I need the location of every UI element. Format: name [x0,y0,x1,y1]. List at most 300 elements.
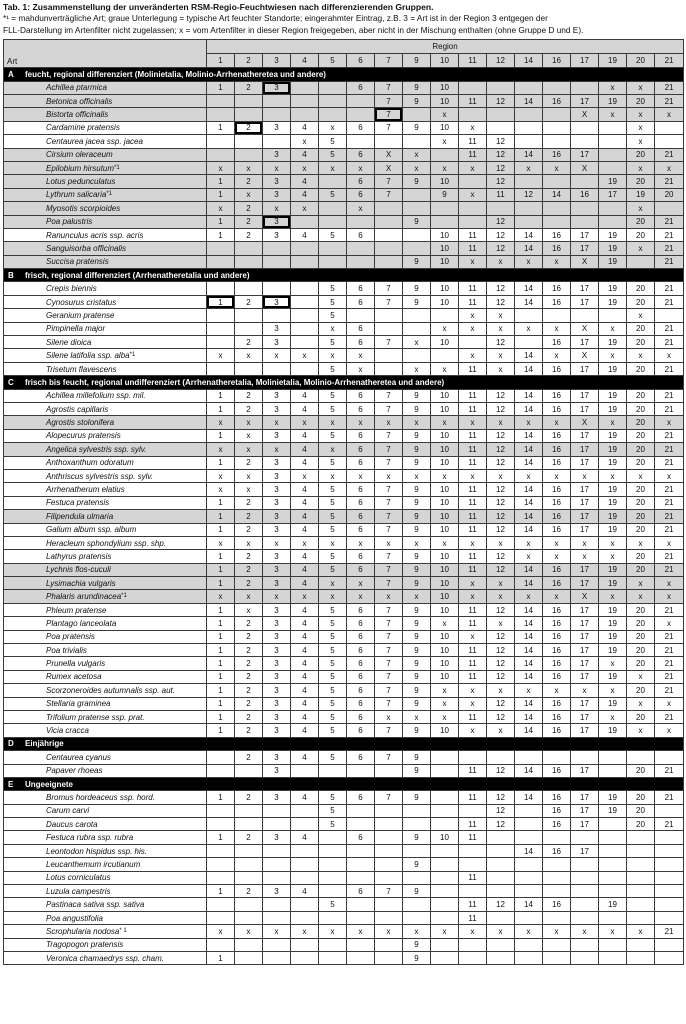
region-cell: x [487,724,515,737]
region-number-header: 14 [515,54,543,68]
region-cell: 9 [431,188,459,201]
region-cell: x [347,590,375,603]
region-cell: 19 [627,188,655,201]
region-cell: 16 [543,429,571,442]
species-name: Lathyrus pratensis [46,551,112,561]
region-cell: 21 [655,282,684,295]
region-cell [431,309,459,322]
region-cell: x [263,536,291,549]
region-cell: 14 [515,295,543,308]
region-cell [599,885,627,898]
species-name: Vicia cracca [46,726,89,736]
region-cell: 21 [655,362,684,375]
region-cell [235,135,263,148]
region-cell [487,858,515,871]
region-cell: 1 [207,402,235,415]
region-cell: 2 [235,121,263,134]
region-cell: 14 [515,95,543,108]
region-cell: x [319,590,347,603]
region-cell: 12 [487,697,515,710]
table-row [4,402,684,415]
region-cell: 11 [459,710,487,723]
region-cell: 12 [515,188,543,201]
region-number-header: 17 [571,54,599,68]
region-cell: 12 [487,429,515,442]
region-cell: 2 [235,577,263,590]
region-cell: x [375,416,403,429]
region-cell: 10 [431,550,459,563]
table-row [4,710,684,723]
region-cell: 11 [459,911,487,924]
region-cell: 6 [347,389,375,402]
region-number-header: 6 [347,54,375,68]
region-cell: 16 [543,443,571,456]
region-cell [459,938,487,951]
region-cell: x [459,577,487,590]
region-cell [515,175,543,188]
region-cell: 3 [263,81,291,94]
region-cell: 9 [403,885,431,898]
region-cell: x [403,148,431,161]
region-cell [375,831,403,844]
region-cell [375,858,403,871]
species-name: Poa pratensis [46,632,95,642]
region-cell [235,95,263,108]
region-cell: x [319,161,347,174]
region-cell: 20 [627,550,655,563]
region-number-header: 9 [403,54,431,68]
region-cell [375,911,403,924]
region-cell [459,804,487,817]
region-cell: x [431,135,459,148]
region-cell [375,898,403,911]
region-number-header: 5 [319,54,347,68]
region-cell [375,818,403,831]
region-cell [347,818,375,831]
region-cell [347,135,375,148]
region-cell: x [459,188,487,201]
region-cell: 17 [571,402,599,415]
region-cell: x [459,469,487,482]
region-cell: 6 [347,710,375,723]
region-cell: 20 [627,657,655,670]
table-row [4,362,684,375]
region-cell: 14 [515,456,543,469]
region-cell: x [515,590,543,603]
region-cell: 21 [655,603,684,616]
table-row [4,483,684,496]
table-row [4,657,684,670]
region-cell [431,911,459,924]
region-cell: 14 [515,496,543,509]
region-cell: x [627,161,655,174]
region-cell [487,751,515,764]
region-cell: 21 [655,818,684,831]
table-body [4,40,684,965]
region-cell: 21 [655,550,684,563]
region-cell: 20 [627,175,655,188]
region-cell: 14 [515,349,543,362]
region-cell: 4 [291,577,319,590]
region-cell: x [319,121,347,134]
region-cell: x [627,670,655,683]
species-name: Alopecurus pratensis [46,431,121,441]
region-cell [235,898,263,911]
region-cell [207,938,235,951]
region-cell [235,764,263,777]
region-cell [403,911,431,924]
species-name: Cynosurus cristatus [46,297,117,307]
region-cell [403,309,431,322]
region-cell [459,751,487,764]
region-cell: x [655,724,684,737]
region-cell: x [403,161,431,174]
region-cell: x [515,416,543,429]
region-cell: 7 [375,657,403,670]
region-cell: 4 [291,496,319,509]
region-cell: x [627,349,655,362]
table-row [4,938,684,951]
region-cell: 1 [207,617,235,630]
region-cell [291,322,319,335]
table-row [4,202,684,215]
region-cell: x [627,925,655,938]
region-cell: 20 [627,630,655,643]
region-number-header: 19 [599,54,627,68]
region-cell [347,215,375,228]
region-cell [459,885,487,898]
species-name: Festuca pratensis [46,498,110,508]
region-cell [263,135,291,148]
region-cell [347,952,375,965]
region-cell: 14 [515,483,543,496]
region-cell: x [263,161,291,174]
region-cell: 19 [599,898,627,911]
region-cell: 3 [263,496,291,509]
region-cell [627,858,655,871]
region-cell [347,242,375,255]
region-number-header: 3 [263,54,291,68]
region-cell [263,804,291,817]
region-cell: x [487,577,515,590]
table-row [4,831,684,844]
region-cell: x [235,469,263,482]
region-cell: 16 [543,563,571,576]
region-cell: x [515,550,543,563]
region-cell [515,818,543,831]
region-cell [291,858,319,871]
region-cell: 19 [599,295,627,308]
region-cell: x [375,536,403,549]
table-row [4,161,684,174]
region-cell [347,858,375,871]
region-cell: 16 [543,336,571,349]
region-cell [347,95,375,108]
species-name: Scrophularia nodosa [46,926,120,936]
region-cell [543,911,571,924]
region-number-header: 1 [207,54,235,68]
region-cell: 10 [431,121,459,134]
region-cell [207,282,235,295]
region-cell: 9 [403,429,431,442]
region-cell: x [515,469,543,482]
region-cell: 19 [599,724,627,737]
section-letter: C [8,377,14,387]
region-cell: 9 [403,724,431,737]
region-cell [375,215,403,228]
region-cell: 10 [431,336,459,349]
region-cell: 9 [403,603,431,616]
region-cell [207,898,235,911]
region-cell: x [403,590,431,603]
region-cell: x [459,536,487,549]
region-cell: 17 [571,336,599,349]
table-row [4,858,684,871]
region-cell: 7 [375,885,403,898]
region-cell: 14 [543,188,571,201]
region-cell: x [599,469,627,482]
region-cell: 6 [347,644,375,657]
region-cell: 20 [627,496,655,509]
region-cell [319,844,347,857]
region-cell: 2 [235,617,263,630]
region-cell: x [655,349,684,362]
region-cell: 7 [375,603,403,616]
region-cell: 3 [263,523,291,536]
region-cell: x [599,108,627,121]
region-cell [235,322,263,335]
region-cell [543,858,571,871]
region-cell [207,95,235,108]
region-cell [515,804,543,817]
region-cell: 4 [291,710,319,723]
region-cell: 12 [487,456,515,469]
region-cell: x [207,536,235,549]
region-cell: 12 [487,336,515,349]
region-cell: 19 [599,443,627,456]
species-name: Sanguisorba officinalis [46,243,127,253]
region-cell: 9 [403,617,431,630]
legend-note-line-2: FLL-Darstellung im Artenfilter nicht zugelassen; x = vom Artenfilter in dieser Region freigegeben, aber nicht in der Mischung enthalten (ohne Gruppe D und E). [3,24,584,35]
table-row [4,871,684,884]
table-row [4,295,684,308]
region-cell: 9 [403,684,431,697]
region-cell: x [627,121,655,134]
region-cell: 19 [599,255,627,268]
region-cell [515,202,543,215]
region-cell [235,818,263,831]
region-number-header: 11 [459,54,487,68]
region-cell: x [207,161,235,174]
table-row [4,255,684,268]
region-cell: 11 [459,871,487,884]
region-cell: 11 [459,242,487,255]
region-cell: x [655,590,684,603]
region-cell: X [571,416,599,429]
table-row [4,175,684,188]
species-name: Cardamine pratensis [46,123,120,133]
region-cell [487,81,515,94]
region-cell: 5 [319,657,347,670]
region-cell: 12 [487,295,515,308]
region-cell: 14 [515,764,543,777]
region-cell: 3 [263,684,291,697]
species-name: Poa angustifolia [46,913,103,923]
table-row [4,523,684,536]
region-cell: 5 [319,818,347,831]
region-cell [599,148,627,161]
region-cell: 19 [599,617,627,630]
region-cell: x [459,925,487,938]
region-cell [431,804,459,817]
region-cell: 16 [543,724,571,737]
region-cell: 3 [263,764,291,777]
region-cell: X [571,108,599,121]
region-cell: 7 [375,577,403,590]
region-cell: 6 [347,496,375,509]
region-cell [375,764,403,777]
region-cell: 5 [319,188,347,201]
region-cell [431,844,459,857]
region-cell: 7 [375,389,403,402]
region-cell: 5 [319,697,347,710]
region-cell: 1 [207,724,235,737]
region-cell: 4 [291,791,319,804]
region-cell: 19 [599,630,627,643]
region-cell: x [207,925,235,938]
region-cell [571,175,599,188]
region-cell [543,135,571,148]
region-cell: x [571,925,599,938]
region-cell [543,871,571,884]
region-cell: x [655,469,684,482]
region-cell: 11 [459,295,487,308]
region-cell: 21 [655,496,684,509]
region-cell: 17 [571,844,599,857]
region-cell: x [431,536,459,549]
region-cell: x [347,202,375,215]
region-cell: 21 [655,81,684,94]
region-cell: 2 [235,402,263,415]
region-cell: x [543,161,571,174]
region-cell: 12 [487,898,515,911]
region-cell: 7 [375,175,403,188]
region-cell: 14 [515,644,543,657]
region-cell: 6 [347,885,375,898]
region-cell: 2 [235,295,263,308]
region-cell: x [319,416,347,429]
region-cell: x [235,188,263,201]
region-cell: 16 [543,510,571,523]
region-cell: 10 [431,577,459,590]
region-cell: 7 [375,724,403,737]
region-cell: 10 [431,175,459,188]
region-cell: 11 [459,644,487,657]
region-cell: 2 [235,885,263,898]
region-cell: 1 [207,389,235,402]
region-cell: x [431,925,459,938]
region-cell: 3 [263,215,291,228]
region-cell: 7 [375,644,403,657]
region-cell [487,938,515,951]
region-cell: 3 [263,697,291,710]
region-cell: 21 [655,443,684,456]
region-cell: x [599,925,627,938]
region-cell: X [571,322,599,335]
region-cell: x [515,925,543,938]
region-cell: x [543,684,571,697]
region-cell [543,108,571,121]
region-cell [459,858,487,871]
region-cell: 10 [431,630,459,643]
region-cell: x [487,309,515,322]
region-cell [207,751,235,764]
region-cell [571,309,599,322]
region-cell [655,202,684,215]
species-name: Trisetum flavescens [46,364,117,374]
region-cell: 6 [347,402,375,415]
region-cell: 10 [431,483,459,496]
region-cell: 12 [487,135,515,148]
region-cell: 7 [375,510,403,523]
region-cell: x [655,536,684,549]
region-cell: 2 [235,670,263,683]
region-cell: 11 [459,135,487,148]
region-cell [431,952,459,965]
region-cell: 9 [403,282,431,295]
region-cell [599,215,627,228]
region-cell: 3 [263,402,291,415]
region-cell: 11 [459,496,487,509]
region-cell: 5 [319,510,347,523]
region-cell [347,764,375,777]
species-name: Phalaris arundinacea [46,592,122,602]
region-cell: 11 [459,818,487,831]
region-cell [207,911,235,924]
region-cell [291,95,319,108]
region-cell: 16 [543,523,571,536]
region-cell: 17 [571,764,599,777]
region-cell: x [431,710,459,723]
region-cell: x [347,349,375,362]
table-row [4,429,684,442]
region-cell: 9 [403,389,431,402]
region-cell: 20 [627,603,655,616]
region-cell: 7 [375,483,403,496]
region-cell: 4 [291,885,319,898]
region-cell: 2 [235,496,263,509]
region-cell [263,938,291,951]
region-cell: x [235,483,263,496]
species-name: Stellaria graminea [46,699,111,709]
region-cell: x [599,349,627,362]
region-cell: 6 [347,188,375,201]
species-name: Achillea ptarmica [46,83,107,93]
region-cell: 4 [291,402,319,415]
region-cell: 1 [207,644,235,657]
region-cell: 1 [207,188,235,201]
region-cell: 17 [571,510,599,523]
legend-note-line-1: *¹ = mahdunverträgliche Art; graue Unterlegung = typische Art feuchter Standorte; eingerahmter Eintrag, z.B. 3 = Art ist in der Region 3 entgegen der [3,13,548,24]
region-cell [515,108,543,121]
region-cell: x [515,255,543,268]
region-cell: 1 [207,603,235,616]
region-cell: 10 [431,456,459,469]
region-cell [515,911,543,924]
region-cell [235,938,263,951]
species-name: Leucanthemum ircutianum [46,859,141,869]
region-cell: x [207,443,235,456]
